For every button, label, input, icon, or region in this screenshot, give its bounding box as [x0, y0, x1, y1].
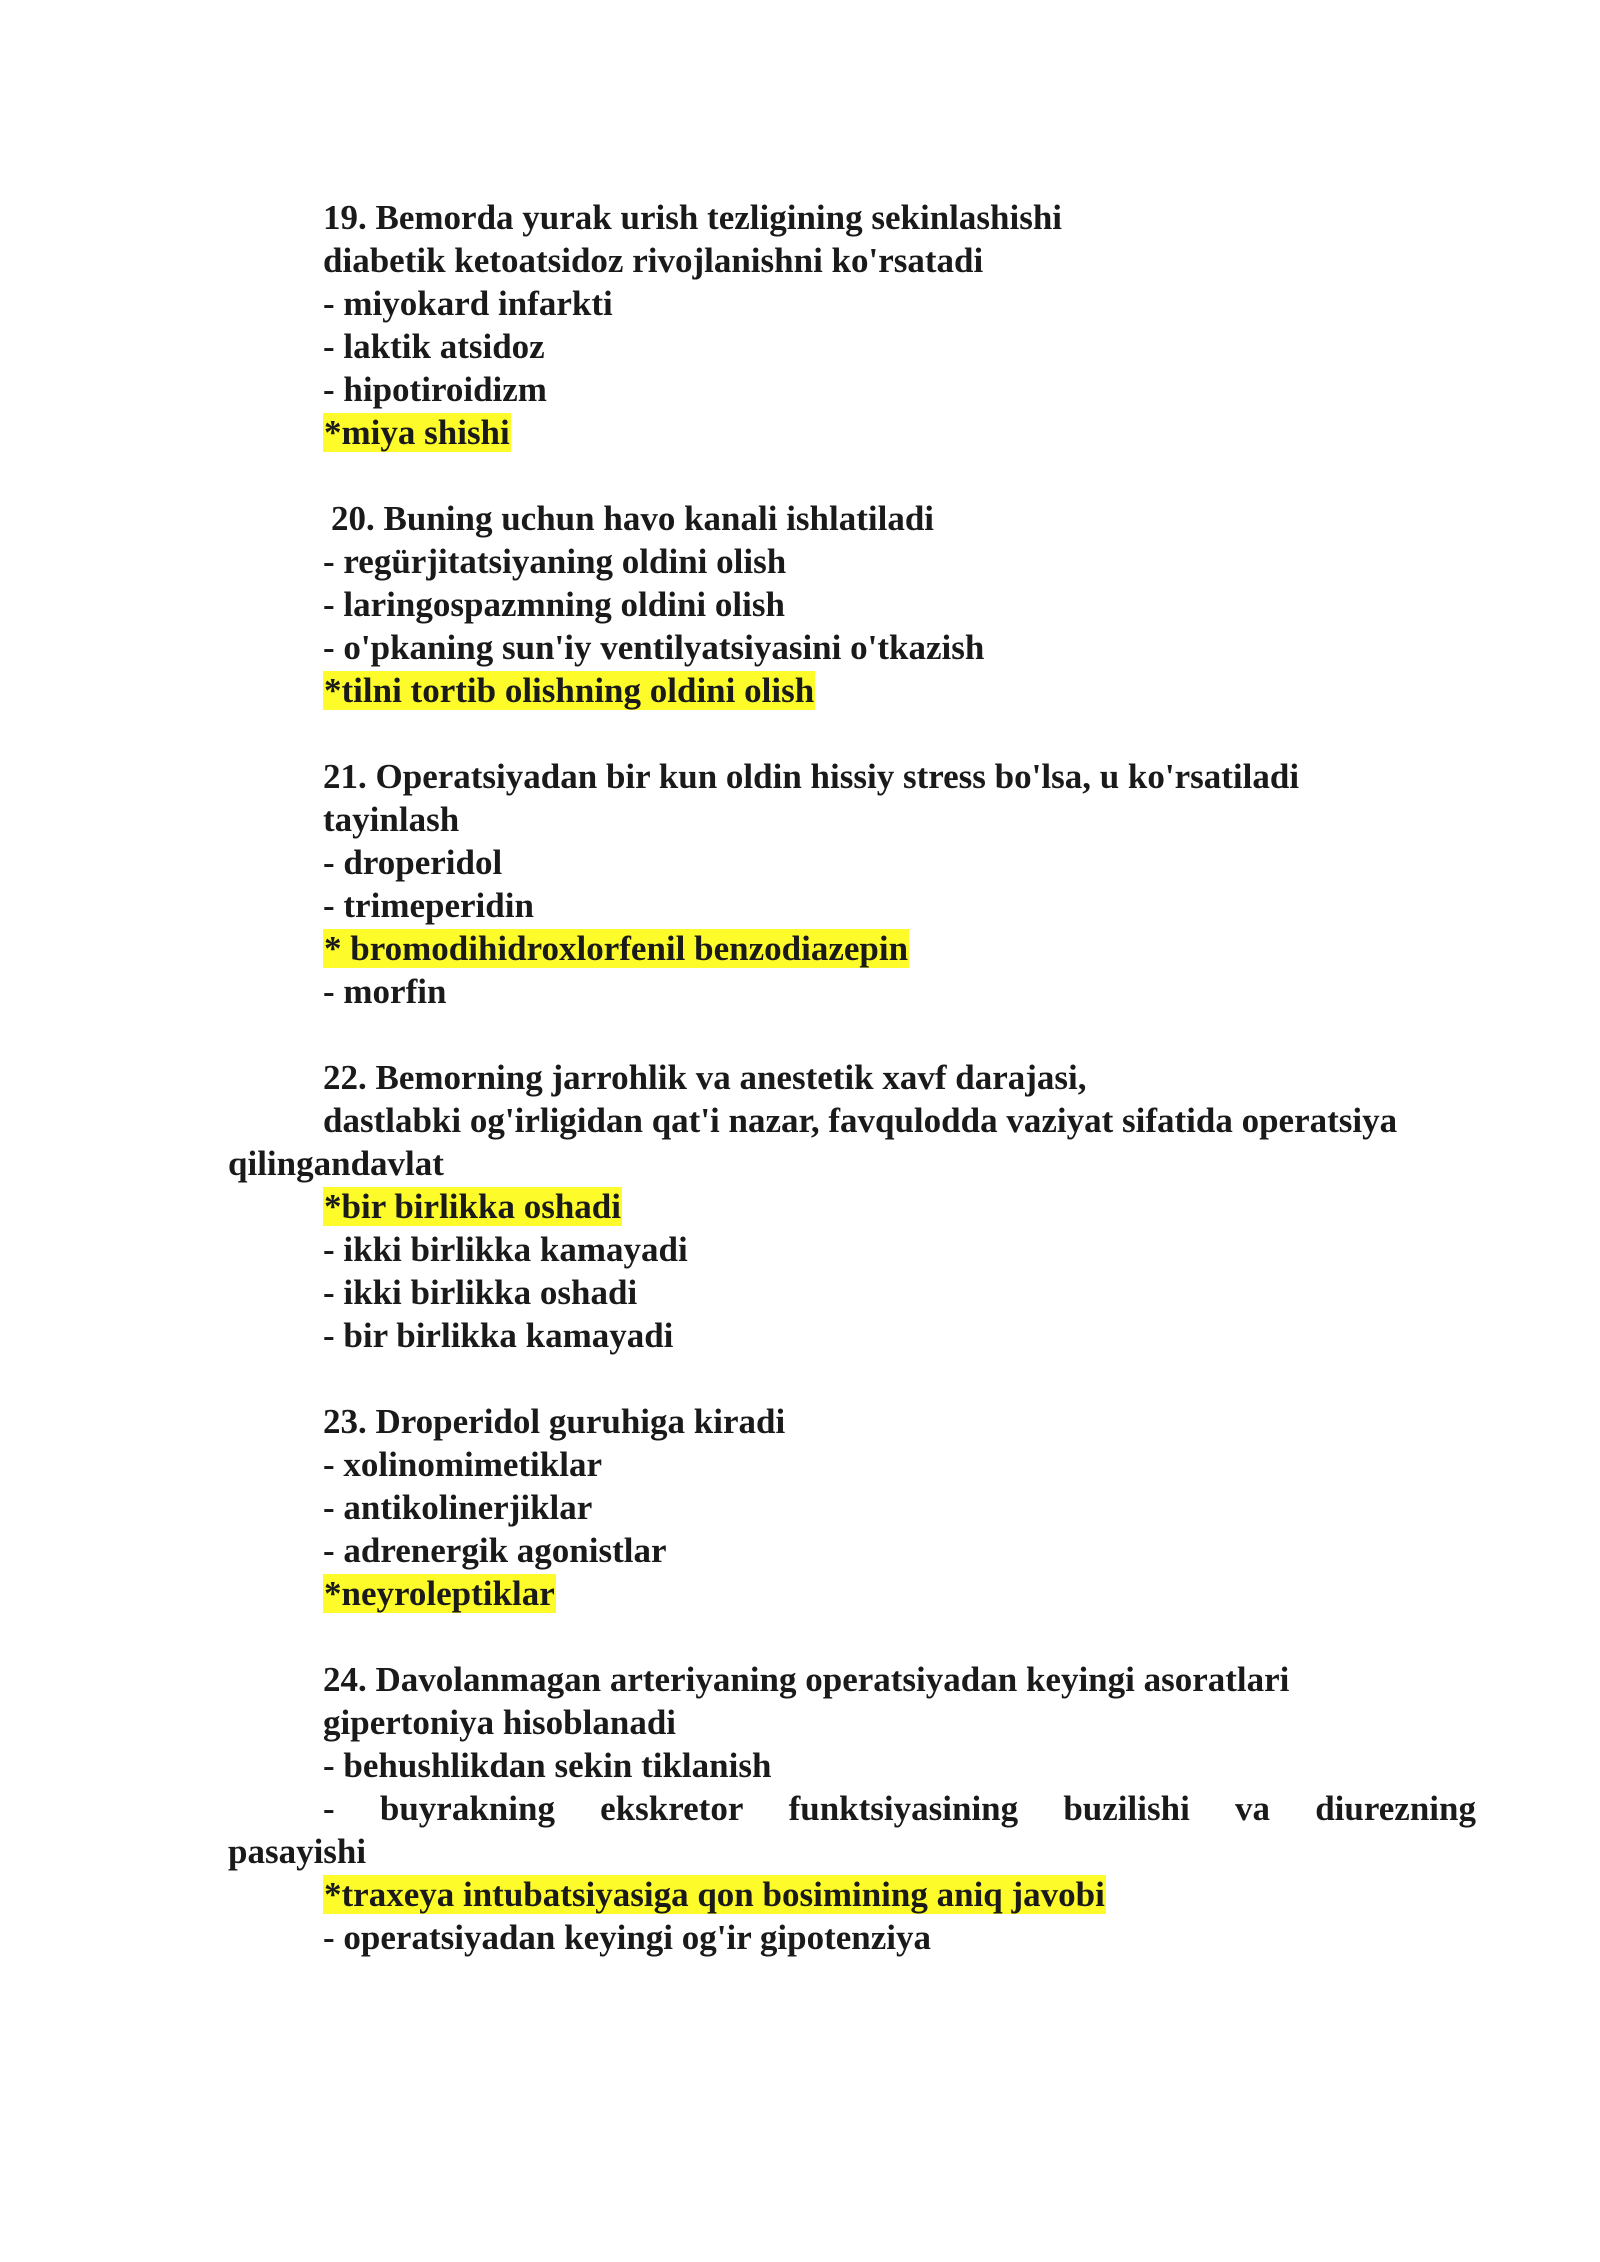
q19-option-2: - laktik atsidoz [323, 327, 545, 366]
justified-word: - [323, 1789, 335, 1828]
justified-word: funktsiyasining [788, 1789, 1019, 1828]
q21-stem-line-2: tayinlash [323, 800, 460, 839]
answer-highlight: *bir birlikka oshadi [324, 1187, 621, 1226]
q21-option-4: - morfin [323, 972, 447, 1011]
q19-option-3: - hipotiroidizm [323, 370, 547, 409]
q24-correct-answer [323, 1873, 1106, 1916]
q22-stem-line-2: dastlabki og'irligidan qat'i nazar, favqulodda vaziyat sifatida operatsiya [323, 1101, 1398, 1140]
q23-stem-line-1: 23. Droperidol guruhiga kiradi [323, 1402, 786, 1441]
q19-option-1: - miyokard infarkti [323, 284, 613, 323]
q21-correct-answer [323, 927, 909, 970]
q20-option-3: - o'pkaning sun'iy ventilyatsiyasini o'tkazish [323, 628, 985, 667]
q23-option-1: - xolinomimetiklar [323, 1445, 602, 1484]
q20-stem-line-1: 20. Buning uchun havo kanali ishlatiladi [331, 499, 935, 538]
justified-word: buyrakning [379, 1789, 555, 1828]
answer-highlight: *tilni tortib olishning oldini olish [324, 671, 815, 710]
q22-stem-line-3: qilingandavlat [228, 1144, 444, 1183]
answer-highlight: *miya shishi [324, 413, 510, 452]
q23-option-3: - adrenergik agonistlar [323, 1531, 667, 1570]
q22-option-3: - ikki birlikka oshadi [323, 1273, 638, 1312]
q23-correct-answer [323, 1572, 556, 1615]
q22-stem-line-1: 22. Bemorning jarrohlik va anestetik xavf darajasi, [323, 1058, 1087, 1097]
q20-option-1: - regürjitatsiyaning oldini olish [323, 542, 787, 581]
q22-correct-answer [323, 1185, 622, 1228]
q21-stem-line-1: 21. Operatsiyadan bir kun oldin hissiy stress bo'lsa, u ko'rsatiladi [323, 757, 1300, 796]
q20-option-2: - laringospazmning oldini olish [323, 585, 785, 624]
q24-option-2 [323, 1787, 1476, 1830]
q20-correct-answer [323, 669, 815, 712]
q24-option-1: - behushlikdan sekin tiklanish [323, 1746, 772, 1785]
justified-word: diurezning [1315, 1789, 1476, 1828]
justified-word: buzilishi [1063, 1789, 1190, 1828]
q24-stem-line-1: 24. Davolanmagan arteriyaning operatsiyadan keyingi asoratlari [323, 1660, 1290, 1699]
q21-option-1: - droperidol [323, 843, 503, 882]
answer-highlight: * bromodihidroxlorfenil benzodiazepin [324, 929, 909, 968]
q23-option-2: - antikolinerjiklar [323, 1488, 593, 1527]
q24-option-4: - operatsiyadan keyingi og'ir gipotenziya [323, 1918, 931, 1957]
q19-stem-line-2: diabetik ketoatsidoz rivojlanishni ko'rsatadi [323, 241, 984, 280]
justified-word: ekskretor [600, 1789, 744, 1828]
q21-option-2: - trimeperidin [323, 886, 534, 925]
q19-stem-line-1: 19. Bemorda yurak urish tezligining sekinlashishi [323, 198, 1063, 237]
q19-correct-answer [323, 411, 511, 454]
q24-stem-line-2: gipertoniya hisoblanadi [323, 1703, 677, 1742]
q24-option-2-continued: pasayishi [228, 1832, 367, 1871]
q22-option-2: - ikki birlikka kamayadi [323, 1230, 688, 1269]
answer-highlight: *traxeya intubatsiyasiga qon bosimining aniq javobi [324, 1875, 1105, 1914]
q22-option-4: - bir birlikka kamayadi [323, 1316, 674, 1355]
justified-word: va [1235, 1789, 1270, 1828]
answer-highlight: *neyroleptiklar [324, 1574, 555, 1613]
